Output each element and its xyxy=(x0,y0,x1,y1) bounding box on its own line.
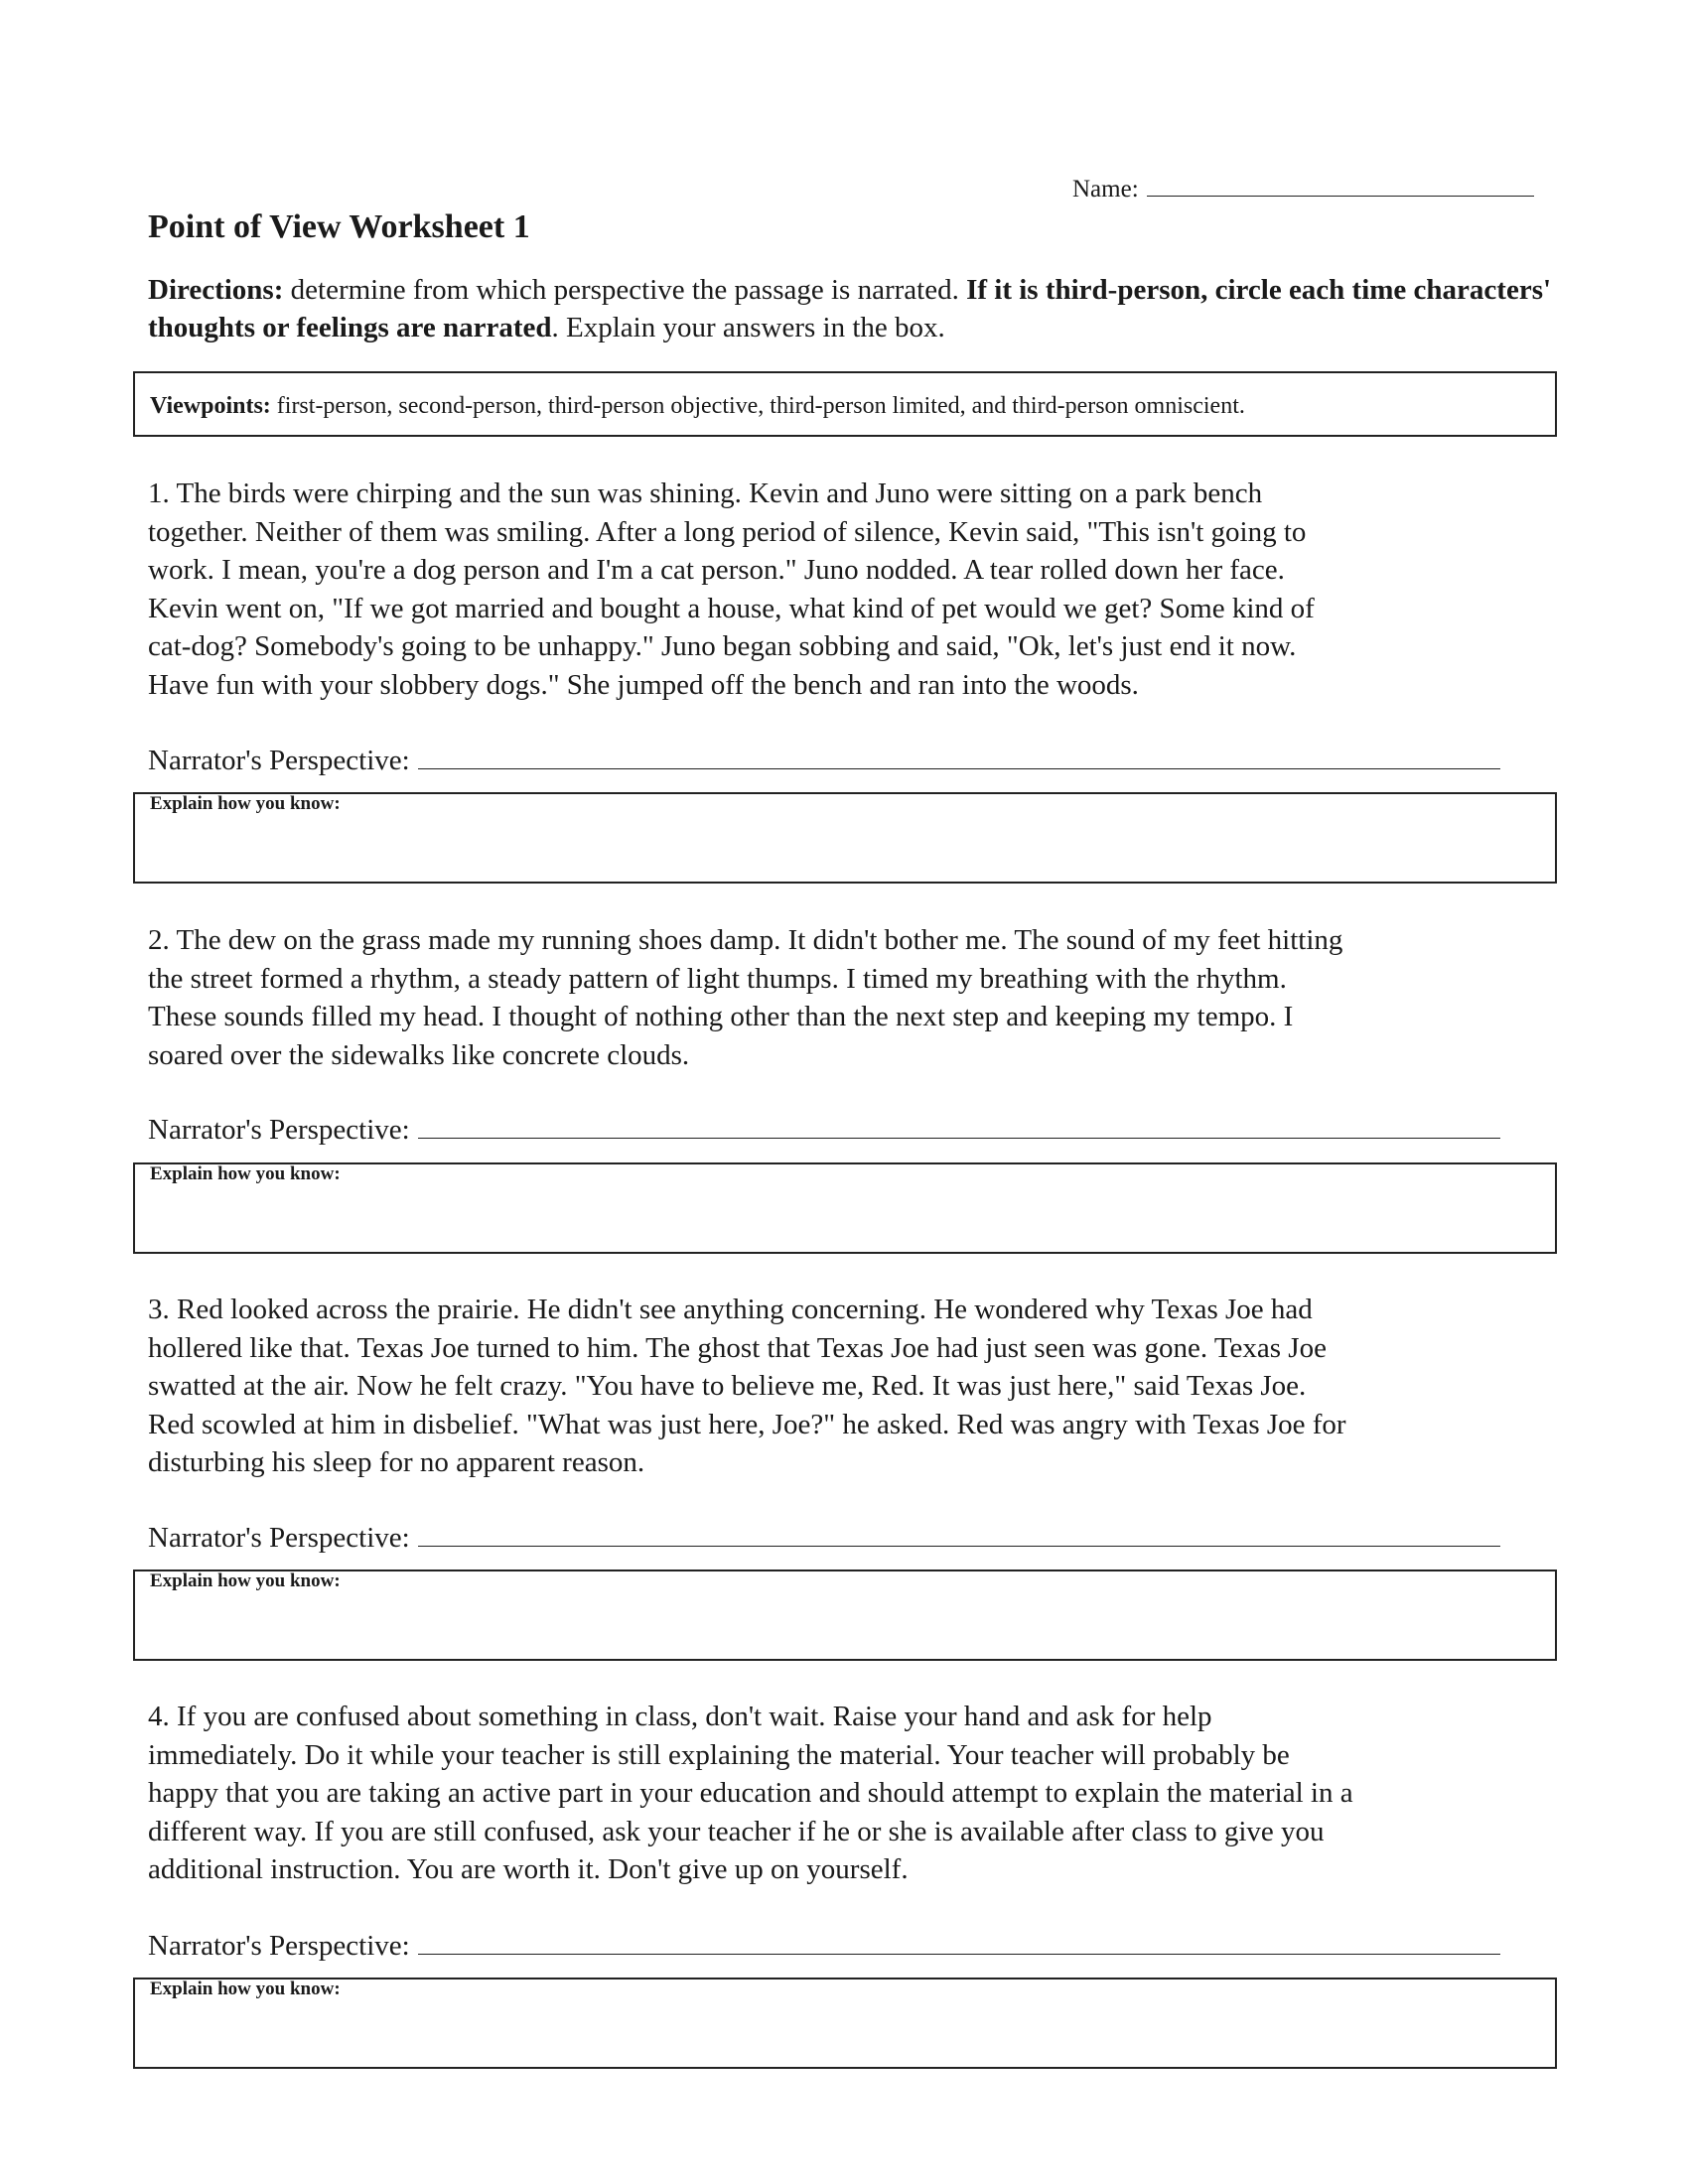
perspective-answer-line[interactable] xyxy=(418,1116,1500,1139)
perspective-row-2 xyxy=(148,1114,1538,1147)
perspective-answer-line[interactable] xyxy=(418,747,1500,769)
worksheet-title: Point of View Worksheet 1 xyxy=(148,208,530,245)
explain-label: Explain how you know: xyxy=(150,793,341,814)
perspective-answer-line[interactable] xyxy=(418,1524,1500,1547)
name-blank-line[interactable] xyxy=(1147,174,1534,197)
explain-box-4[interactable] xyxy=(133,1978,1557,2069)
perspective-label: Narrator's Perspective: xyxy=(148,1522,410,1554)
perspective-row-4 xyxy=(148,1930,1538,1963)
perspective-label: Narrator's Perspective: xyxy=(148,745,410,776)
viewpoints-text: first-person, second-person, third-person objective, third-person limited, and third-person omniscient. xyxy=(270,393,1245,419)
passage-3: 3. Red looked across the prairie. He didn't see anything concerning. He wondered why Texas Joe had hollered like that. Texas Joe turned to him. The ghost that Texas Joe had just seen was gone. Texas Joe swatted at the air. Now he felt crazy. "You have to believe me, Red. It was just here," said Texas Joe. Red scowled at him in disbelief. "What was just here, Joe?" he asked. Red was angry with Texas Joe for disturbing his sleep for no apparent reason. xyxy=(148,1294,1346,1478)
perspective-label: Narrator's Perspective: xyxy=(148,1930,410,1962)
passage-1: 1. The birds were chirping and the sun was shining. Kevin and Juno were sitting on a park bench together. Neither of them was smiling. After a long period of silence, Kevin said, "This isn't going to work. I mean, you're a dog person and I'm a cat person." Juno nodded. A tear rolled down her face. Kevin went on, "If we got married and bought a house, what kind of pet would we get? Some kind of cat-dog? Somebody's going to be unhappy." Juno began sobbing and said, "Ok, let's just end it now. Have fun with your slobbery dogs." She jumped off the bench and ran into the woods. xyxy=(148,478,1315,701)
viewpoints-list xyxy=(150,393,1245,420)
viewpoints-label: Viewpoints: xyxy=(150,393,271,419)
viewpoints-box xyxy=(133,371,1557,437)
perspective-answer-line[interactable] xyxy=(418,1932,1500,1955)
name-label: Name: xyxy=(1072,176,1139,203)
explain-label: Explain how you know: xyxy=(150,1163,341,1184)
explain-box-1[interactable] xyxy=(133,792,1557,884)
name-field[interactable] xyxy=(1072,174,1534,204)
passage-2: 2. The dew on the grass made my running shoes damp. It didn't bother me. The sound of my feet hitting the street formed a rhythm, a steady pattern of light thumps. I timed my breathing with the rhythm. These sounds filled my head. I thought of nothing other than the next step and keeping my tempo. I soared over the sidewalks like concrete clouds. xyxy=(148,924,1343,1071)
directions-text: determine from which perspective the passage is narrated. xyxy=(283,274,967,306)
directions xyxy=(148,271,1558,346)
explain-label: Explain how you know: xyxy=(150,1570,341,1591)
directions-bold-text: If it is third-person, circle each time characters' thoughts or feelings are narrated xyxy=(148,274,1552,343)
directions-text-end: . Explain your answers in the box. xyxy=(551,312,945,343)
directions-label: Directions: xyxy=(148,274,284,306)
perspective-row-1 xyxy=(148,745,1538,777)
explain-box-3[interactable] xyxy=(133,1570,1557,1661)
passage-4: 4. If you are confused about something in class, don't wait. Raise your hand and ask for help immediately. Do it while your teacher is still explaining the material. Your teacher will probably be happy that you are taking an active part in your education and should attempt to explain the material in a different way. If you are still confused, ask your teacher if he or she is available after class to give you additional instruction. You are worth it. Don't give up on yourself. xyxy=(148,1701,1353,1885)
explain-label: Explain how you know: xyxy=(150,1979,341,1999)
perspective-row-3 xyxy=(148,1522,1538,1555)
perspective-label: Narrator's Perspective: xyxy=(148,1114,410,1146)
explain-box-2[interactable] xyxy=(133,1162,1557,1254)
